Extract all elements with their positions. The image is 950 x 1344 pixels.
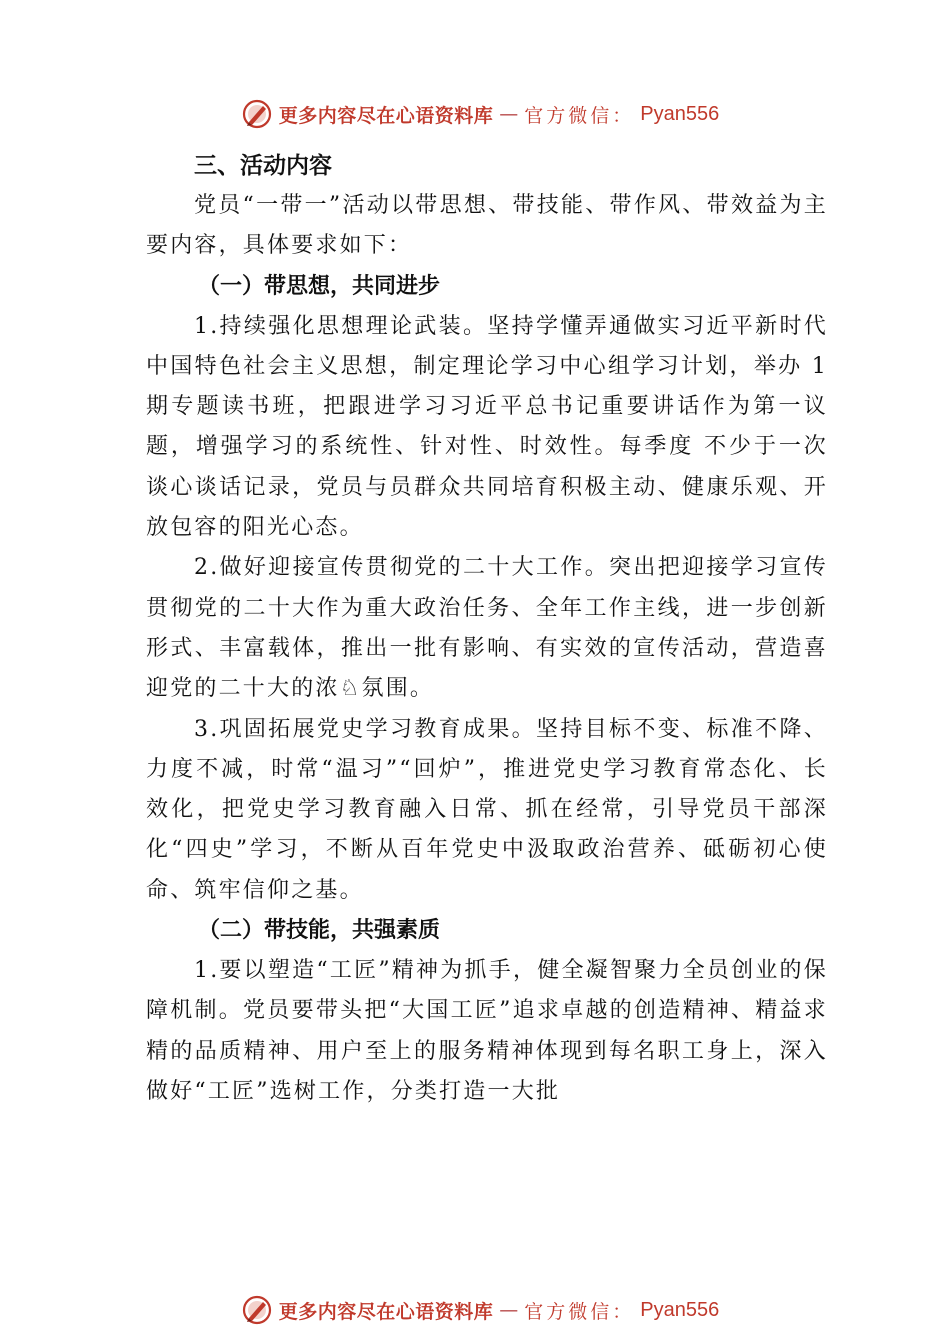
wechat-label: 官方微信： [524,1300,635,1323]
pen-seal-logo-icon [241,1294,273,1326]
wechat-id: Pyan556 [640,102,720,125]
brand-text: 更多内容尽在心语资料库 [278,104,494,127]
wechat-id: Pyan556 [640,1298,720,1321]
banner-separator: — [499,1299,519,1321]
wechat-label: 官方微信： [524,104,635,127]
intro-paragraph: 党员“一带一”活动以带思想、带技能、带作风、带效益为主要内容，具体要求如下： [146,193,828,259]
footer-banner [0,1290,950,1330]
pen-seal-logo-icon [241,98,273,130]
document-body [146,146,828,1112]
subsection-1-item-2: 2.做好迎接宣传贯彻党的二十大工作。突出把迎接学习宣传贯彻党的二十大作为重大政治任务、全年工作主线，进一步创新形式、丰富载体，推出一批有影响、有实效的宣传活动，营造喜迎党的二十大的浓♘氛围。 [146,555,828,702]
banner-separator: — [499,103,519,125]
subsection-2-title: （二）带技能，共强素质 [198,918,441,944]
subsection-1-title: （一）带思想，共同进步 [198,273,441,299]
section-title: 三、活动内容 [194,153,332,179]
brand-text: 更多内容尽在心语资料库 [278,1300,494,1323]
subsection-1-item-3: 3.巩固拓展党史学习教育成果。坚持目标不变、标准不降、力度不减，时常“温习”“回炉”，推进党史学习教育常态化、长效化，把党史学习教育融入日常、抓在经常，引导党员干部深化“四史”学习，不断从百年党史中汲取政治营养、砥砺初心使命、筑牢信仰之基。 [146,716,828,903]
subsection-2-item-1: 1.要以塑造“工匠”精神为抓手，健全凝智聚力全员创业的保障机制。党员要带头把“大国工匠”追求卓越的创造精神、精益求精的品质精神、用户至上的服务精神体现到每名职工身上，深入做好“工匠”选树工作，分类打造一大批 [146,958,828,1104]
footer-banner-inner [241,1294,720,1326]
header-banner-inner [241,98,720,130]
header-banner [0,94,950,134]
subsection-1-item-1: 1.持续强化思想理论武装。坚持学懂弄通做实习近平新时代中国特色社会主义思想，制定理论学习中心组学习计划，举办 1 期专题读书班，把跟进学习习近平总书记重要讲话作为第一议题，增强学习的系统性、针对性、时效性。每季度 不少于一次谈心谈话记录，党员与员群众共同培育积极主动、健康乐观、开放包容的阳光心态。 [146,313,828,541]
